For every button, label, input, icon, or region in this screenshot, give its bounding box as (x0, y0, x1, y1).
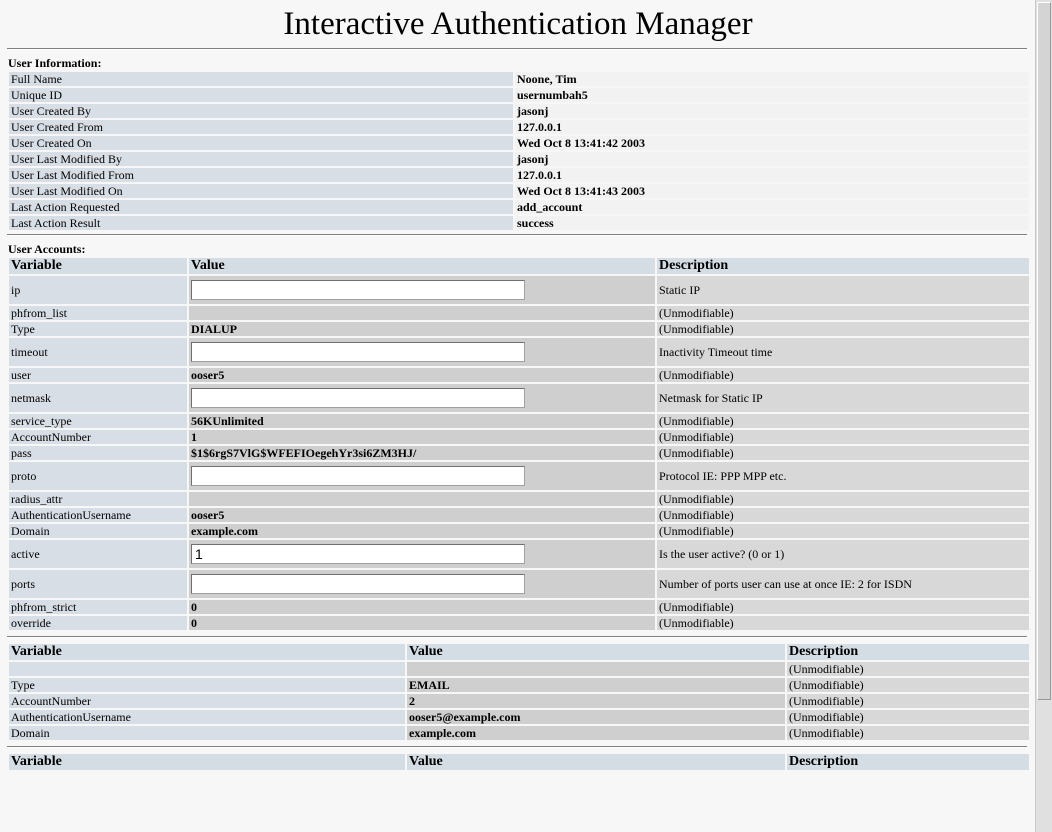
user-information-label: User Information: (8, 56, 102, 70)
info-value: usernumbah5 (515, 88, 1029, 102)
value-cell (189, 570, 655, 598)
account-row (9, 662, 1029, 676)
value-cell (189, 462, 655, 490)
variable-cell: ports (9, 570, 187, 598)
header-value: Value (407, 754, 785, 770)
info-row (9, 72, 1029, 86)
field-proto-input[interactable] (191, 466, 525, 486)
info-label: User Last Modified On (9, 184, 513, 198)
account-row (9, 430, 1029, 444)
account-row (9, 414, 1029, 428)
variable-cell: active (9, 540, 187, 568)
account-table-2 (7, 642, 1031, 742)
account-row (9, 540, 1029, 568)
info-value: jasonj (515, 152, 1029, 166)
info-value: Noone, Tim (515, 72, 1029, 86)
variable-cell: Type (9, 678, 405, 692)
info-value: success (515, 216, 1029, 230)
header-value: Value (189, 258, 655, 274)
value-cell: $1$6rgS7VlG$WFEFIOegehYr3si6ZM3HJ/ (189, 446, 655, 460)
info-value: 127.0.0.1 (515, 168, 1029, 182)
description-cell: (Unmodifiable) (657, 446, 1029, 460)
value-cell: EMAIL (407, 678, 785, 692)
variable-cell: timeout (9, 338, 187, 366)
info-label: Last Action Result (9, 216, 513, 230)
value-cell (189, 276, 655, 304)
account-row (9, 338, 1029, 366)
value-cell: DIALUP (189, 322, 655, 336)
account-row (9, 492, 1029, 506)
info-row (9, 216, 1029, 230)
account-row (9, 570, 1029, 598)
value-cell (189, 540, 655, 568)
info-row (9, 136, 1029, 150)
user-information-table (7, 70, 1031, 232)
description-cell: (Unmodifiable) (657, 492, 1029, 506)
value-cell: ooser5 (189, 508, 655, 522)
variable-cell: proto (9, 462, 187, 490)
value-cell (407, 662, 785, 676)
field-ip-input[interactable] (191, 280, 525, 300)
variable-cell: override (9, 616, 187, 630)
header-variable: Variable (9, 644, 405, 660)
variable-cell: ip (9, 276, 187, 304)
variable-cell: Type (9, 322, 187, 336)
description-cell: Number of ports user can use at once IE: 2 for ISDN (657, 570, 1029, 598)
description-cell: Inactivity Timeout time (657, 338, 1029, 366)
info-label: User Last Modified From (9, 168, 513, 182)
description-cell: (Unmodifiable) (787, 726, 1029, 740)
vertical-scrollbar[interactable] (1035, 0, 1052, 832)
account-row (9, 368, 1029, 382)
info-label: User Last Modified By (9, 152, 513, 166)
account-row (9, 600, 1029, 614)
variable-cell: AuthenticationUsername (9, 508, 187, 522)
value-cell: 56KUnlimited (189, 414, 655, 428)
description-cell: Protocol IE: PPP MPP etc. (657, 462, 1029, 490)
variable-cell: pass (9, 446, 187, 460)
info-label: User Created By (9, 104, 513, 118)
description-cell: (Unmodifiable) (787, 694, 1029, 708)
variable-cell: AccountNumber (9, 430, 187, 444)
value-cell: 2 (407, 694, 785, 708)
value-cell: example.com (189, 524, 655, 538)
value-cell (189, 306, 655, 320)
value-cell (189, 338, 655, 366)
value-cell: example.com (407, 726, 785, 740)
value-cell: ooser5 (189, 368, 655, 382)
description-cell: (Unmodifiable) (787, 662, 1029, 676)
info-row (9, 200, 1029, 214)
variable-cell: AccountNumber (9, 694, 405, 708)
account-row (9, 710, 1029, 724)
divider (7, 636, 1027, 638)
field-netmask-input[interactable] (191, 388, 525, 408)
header-variable: Variable (9, 754, 405, 770)
value-cell (189, 492, 655, 506)
description-cell: (Unmodifiable) (657, 524, 1029, 538)
description-cell: Netmask for Static IP (657, 384, 1029, 412)
header-description: Description (787, 754, 1029, 770)
user-accounts-label: User Accounts: (8, 242, 86, 256)
account-row (9, 322, 1029, 336)
divider (7, 234, 1027, 236)
header-variable: Variable (9, 258, 187, 274)
description-cell: (Unmodifiable) (657, 508, 1029, 522)
account-table-3 (7, 752, 1031, 772)
field-ports-input[interactable] (191, 574, 525, 594)
divider (7, 48, 1027, 50)
description-cell: (Unmodifiable) (657, 600, 1029, 614)
variable-cell: user (9, 368, 187, 382)
description-cell: (Unmodifiable) (657, 368, 1029, 382)
description-cell: (Unmodifiable) (657, 306, 1029, 320)
value-cell: 0 (189, 600, 655, 614)
variable-cell: phfrom_strict (9, 600, 187, 614)
description-cell: (Unmodifiable) (657, 430, 1029, 444)
variable-cell: radius_attr (9, 492, 187, 506)
description-cell: Is the user active? (0 or 1) (657, 540, 1029, 568)
info-label: Unique ID (9, 88, 513, 102)
info-row (9, 168, 1029, 182)
account-row (9, 446, 1029, 460)
account-row (9, 508, 1029, 522)
variable-cell: netmask (9, 384, 187, 412)
value-cell (189, 384, 655, 412)
account-row (9, 616, 1029, 630)
account-row (9, 306, 1029, 320)
value-cell: ooser5@example.com (407, 710, 785, 724)
info-value: Wed Oct 8 13:41:43 2003 (515, 184, 1029, 198)
variable-cell: service_type (9, 414, 187, 428)
account-row (9, 726, 1029, 740)
value-cell: 0 (189, 616, 655, 630)
field-active-input[interactable] (191, 544, 525, 564)
description-cell: (Unmodifiable) (657, 616, 1029, 630)
variable-cell: phfrom_list (9, 306, 187, 320)
header-description: Description (787, 644, 1029, 660)
info-row (9, 88, 1029, 102)
variable-cell: AuthenticationUsername (9, 710, 405, 724)
description-cell: (Unmodifiable) (657, 322, 1029, 336)
variable-cell: Domain (9, 726, 405, 740)
info-value: Wed Oct 8 13:41:42 2003 (515, 136, 1029, 150)
info-row (9, 120, 1029, 134)
description-cell: (Unmodifiable) (657, 414, 1029, 428)
info-value: jasonj (515, 104, 1029, 118)
description-cell: Static IP (657, 276, 1029, 304)
field-timeout-input[interactable] (191, 342, 525, 362)
info-label: Full Name (9, 72, 513, 86)
scrollbar-thumb[interactable] (1037, 2, 1051, 700)
description-cell: (Unmodifiable) (787, 710, 1029, 724)
account-row (9, 276, 1029, 304)
info-label: User Created From (9, 120, 513, 134)
divider (7, 746, 1027, 748)
header-value: Value (407, 644, 785, 660)
info-label: User Created On (9, 136, 513, 150)
info-label: Last Action Requested (9, 200, 513, 214)
account-row (9, 462, 1029, 490)
info-value: add_account (515, 200, 1029, 214)
account-table-1 (7, 256, 1031, 632)
variable-cell: Domain (9, 524, 187, 538)
info-value: 127.0.0.1 (515, 120, 1029, 134)
account-row (9, 524, 1029, 538)
account-row (9, 694, 1029, 708)
info-row (9, 184, 1029, 198)
info-row (9, 104, 1029, 118)
value-cell: 1 (189, 430, 655, 444)
variable-cell (9, 662, 405, 676)
header-description: Description (657, 258, 1029, 274)
account-row (9, 678, 1029, 692)
account-row (9, 384, 1029, 412)
info-row (9, 152, 1029, 166)
page-title: Interactive Authentication Manager (283, 6, 753, 42)
description-cell: (Unmodifiable) (787, 678, 1029, 692)
